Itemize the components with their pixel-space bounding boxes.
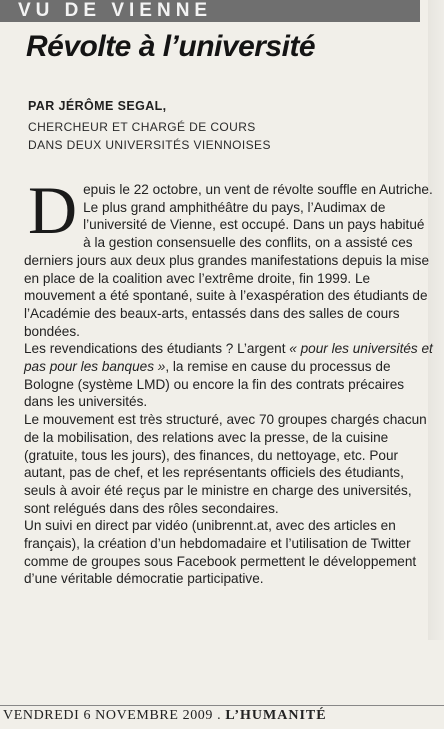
footer-date: VENDREDI 6 NOVEMBRE 2009 . — [3, 708, 222, 723]
page-footer — [3, 708, 444, 724]
paragraph-4: Un suivi en direct par vidéo (unibrennt.at, avec des articles en français), la création d’un hebdomadaire et l’utilisation de Twitter comme de groupes sous Facebook permettent le développement d’une véritable démocratie participative. — [24, 518, 417, 587]
footer-divider — [0, 705, 444, 706]
article-body — [24, 172, 434, 588]
paragraph-1-text: epuis le 22 octobre, un vent de révolte souffle en Autriche. Le plus grand amphithéâtre du pays, l’Audimax de l’université de Vienne, est occupé. Dans un pays habitué à la gestion consensuelle des conflits, on a assisté ces derniers jours aux deux plus grandes manifestations depuis la mise en place de la coalition avec l’extrême droite, fin 1999. Le mouvement a été spontané, suite à l’exaspération des étudiants de l’Académie des beaux-arts, entassés dans des salles de cours bondées. — [24, 182, 433, 339]
author-role-line-1: CHERCHEUR ET CHARGÉ DE COURS — [28, 120, 256, 134]
author-byline: PAR JÉRÔME SEGAL, — [28, 99, 167, 113]
article-headline: Révolte à l’université — [26, 30, 316, 63]
paragraph-1 — [24, 172, 434, 340]
paragraph-2 — [24, 340, 434, 411]
paragraph-2-rest: , la remise en cause du processus de Bologne (système LMD) ou encore la fin des contrats précaires dans les universités. — [24, 359, 405, 410]
section-kicker: VU DE VIENNE — [18, 0, 213, 21]
footer-newspaper-name: L’HUMANITÉ — [225, 708, 327, 723]
author-role — [28, 118, 368, 154]
paragraph-2-lead: Les revendications des étudiants ? L’argent — [24, 341, 290, 357]
author-role-line-2: DANS DEUX UNIVERSITÉS VIENNOISES — [28, 138, 271, 152]
drop-cap: D — [28, 172, 78, 248]
section-header-band — [0, 0, 420, 22]
paragraph-3: Le mouvement est très structuré, avec 70 groupes chargés chacun de la mobilisation, des relations avec la presse, de la cuisine (gratuite, tous les jours), des finances, du nettoyage, etc. Pour autant, pas de chef, et les représentants officiels des étudiants, seuls à avoir été reçus par le ministre en charge des universités, sont relégués dans des rôles secondaires. — [24, 412, 427, 516]
paragraph-2-quote: « pour les universités et pas pour les banques » — [24, 341, 433, 375]
